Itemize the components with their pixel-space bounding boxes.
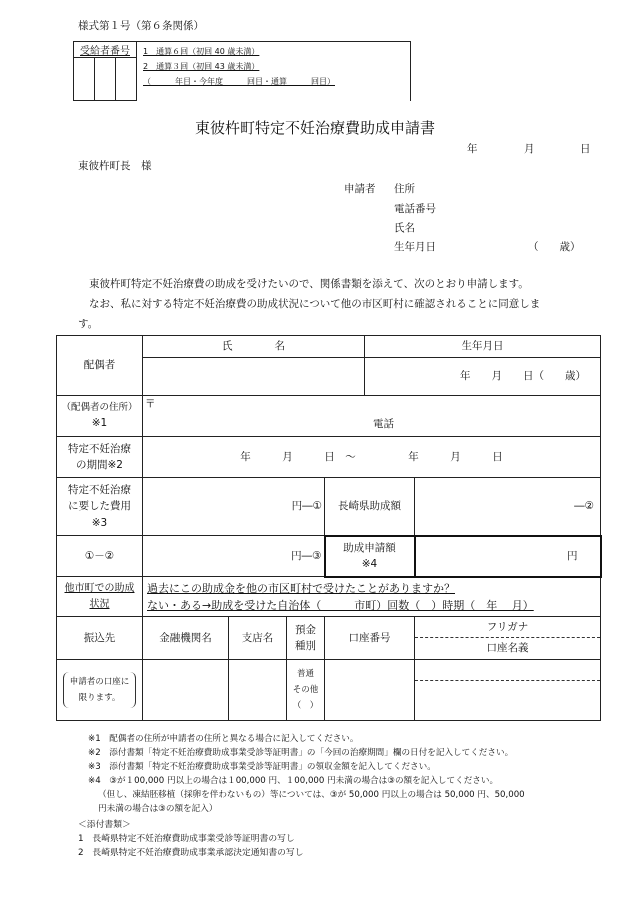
bank-name-field[interactable] [143,660,229,721]
note-line: ※4 ③が１00,000 円以上の場合は１00,000 円、１00,000 円未満の場合は③の額を記入してください。 [88,776,499,786]
date-month: 月 [524,143,535,155]
spouse-address-field[interactable] [143,396,601,437]
furigana-header: フリガナ [486,621,529,633]
page-title: 東彼杵町特定不妊治療費助成申請書 [194,119,435,137]
apply-amount-field[interactable]: 円 [415,536,601,577]
note-line: ※2 添付書類「特定不妊治療費助成事業受診等証明書」の「今回の治療期間」欄の日付を記入してください。 [88,748,514,758]
applicant-label: 申請者 [344,183,376,195]
account-number-field[interactable] [325,660,415,721]
receipt-cell[interactable] [116,58,137,101]
applicant-account-note-2: 限ります。 [78,693,121,703]
spouse-dob-header: 生年月日 [365,336,601,358]
account-holder-header: 口座名義 [415,637,600,659]
apply-amount-label-1: 助成申請額 [343,541,396,554]
account-type-other[interactable]: その他 [292,684,319,695]
bank-name-header: 金融機関名 [143,617,229,660]
spouse-dob-field[interactable]: 年 月 日（ 歳） [365,358,601,396]
difference-label: ①－② [57,536,143,577]
date-day: 日 [580,143,591,155]
cost-label-3: ※3 [91,516,108,529]
applicant-address: 住所 [394,183,415,195]
spouse-label: 配偶者 [57,336,143,396]
applicant-dob: 生年月日 [394,241,436,253]
note-line: ※1 配偶者の住所が申請者の住所と異なる場合に記入してください。 [88,734,359,744]
body-text-2: なお、私に対する特定不妊治療費の助成状況について他の市区町村に確認されることに同意しま [89,298,541,310]
other-subsidy-label-1: 他市町での助成 [64,583,135,594]
note-line: （但し、凍結胚移植（採卵を伴わないもの）等については、③が 50,000 円以上の場合は 50,000 円、50,000 [98,790,525,800]
postal-mark: 〒 [145,398,156,410]
spouse-tel-label: 電話 [373,418,394,430]
difference-field[interactable]: 円―③ [143,536,325,577]
body-text-1: 東彼杵町特定不妊治療費の助成を受けたいので、関係書類を添えて、次のとおり申請します。 [89,278,529,290]
form-label: 様式第１号（第６条関係） [78,20,204,32]
applicant-phone: 電話番号 [394,203,436,215]
applicant-age: （ 歳） [528,241,581,253]
account-type-paren: （ ） [292,701,319,712]
attachment-item: 2 長崎県特定不妊治療費助成事業承認決定通知書の写し [78,848,304,858]
transfer-label: 振込先 [57,617,143,660]
account-type-header-2: 種別 [295,640,316,652]
branch-field[interactable] [229,660,287,721]
account-holder-field[interactable] [415,680,600,720]
cost-field[interactable]: 円―① [143,478,325,536]
other-subsidy-answer[interactable]: ない・ある→助成を受けた自治体（ 市町）回数（ ）時期（ 年 月） [147,598,534,612]
receipt-option-3: （ 年目・今年度 回目・通算 回目） [143,77,335,87]
pref-subsidy-label: 長崎県助成額 [325,478,415,536]
body-text-3: す。 [78,318,99,330]
receipt-option-2: 2 通算３回（初回 43 歳未満） [143,62,260,72]
attachments-block [78,818,304,860]
pref-subsidy-field[interactable]: ―② [415,478,601,536]
period-label-1: 特定不妊治療 [68,442,131,455]
notes-block [88,732,525,816]
other-subsidy-question: 過去にこの助成金を他の市区町村で受けたことがありますか？ [147,581,455,595]
furigana-field[interactable] [415,660,600,680]
period-label-2: の期間※2 [76,459,123,471]
attachment-item: 1 長崎県特定不妊治療費助成事業受診等証明書の写し [78,834,295,844]
receipt-box [73,41,411,101]
account-type-header-1: 預金 [295,623,316,636]
spouse-name-header: 氏 名 [143,336,365,358]
attachments-header: ＜添付書類＞ [78,820,131,830]
receipt-cell[interactable] [74,58,95,101]
receipt-header: 受給者番号 [74,42,137,58]
account-number-header: 口座番号 [325,617,415,660]
cost-label-2: に要した費用 [68,500,131,513]
apply-amount-label-2: ※4 [361,558,378,570]
receipt-cell[interactable] [95,58,116,101]
date-year: 年 [467,143,478,155]
addressee: 東彼杵町長 様 [78,160,152,172]
note-line: 円未満の場合は③の額を記入） [98,804,218,814]
applicant-name: 氏名 [394,222,415,234]
application-table [56,335,602,721]
note-1-mark: ※1 [91,417,108,430]
spouse-address-label: （配偶者の住所） [61,401,138,413]
period-field[interactable]: 年 月 日 ～ 年 月 日 [143,437,601,478]
cost-label-1: 特定不妊治療 [68,484,131,497]
other-subsidy-label-2: 状況 [89,598,110,610]
branch-header: 支店名 [229,617,287,660]
note-line: ※3 添付書類「特定不妊治療費助成事業受診等証明書」の領収金額を記入してください。 [88,762,436,772]
receipt-option-1: 1 通算６回（初回 40 歳未満） [143,47,260,56]
account-type-regular[interactable]: 普通 [296,668,314,679]
spouse-name-field[interactable] [143,358,365,396]
applicant-account-note-1: 申請者の口座に [69,676,130,687]
